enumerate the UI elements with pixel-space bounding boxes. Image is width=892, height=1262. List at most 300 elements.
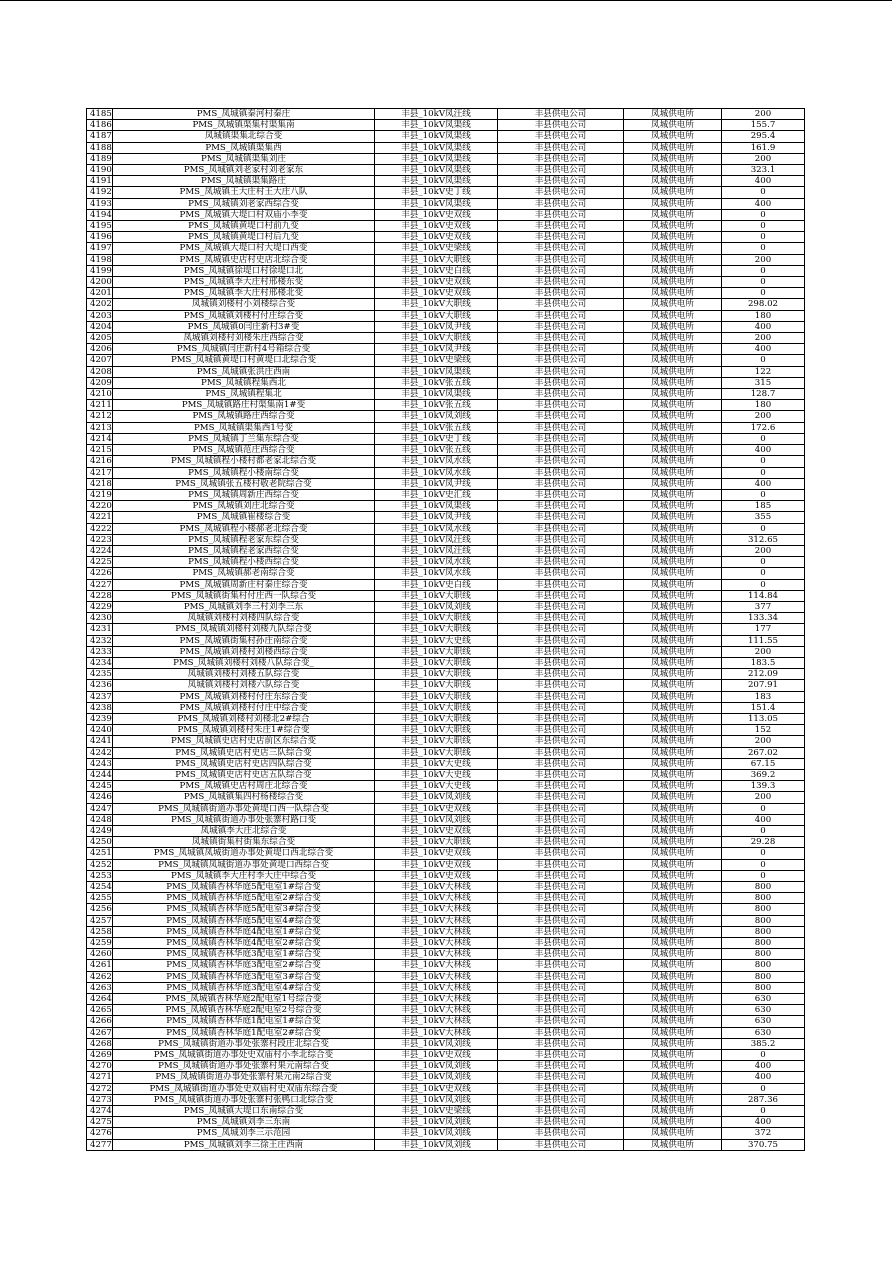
station-cell: 凤城供电所 bbox=[624, 1027, 722, 1038]
company-cell: 丰县供电公司 bbox=[498, 545, 624, 556]
row-id-cell: 4238 bbox=[87, 702, 113, 713]
transformer-name-cell: PMS_凤城镇刘李三东南 bbox=[113, 1117, 375, 1128]
company-cell: 丰县供电公司 bbox=[498, 792, 624, 803]
capacity-cell: 180 bbox=[722, 310, 805, 321]
station-cell: 凤城供电所 bbox=[624, 1106, 722, 1117]
station-cell: 凤城供电所 bbox=[624, 1094, 722, 1105]
capacity-cell: 0 bbox=[722, 209, 805, 220]
company-cell: 丰县供电公司 bbox=[498, 411, 624, 422]
table-row bbox=[87, 131, 805, 142]
row-id-cell: 4246 bbox=[87, 792, 113, 803]
transformer-name-cell: PMS_凤城镇杏林华庭3配电室1#综合变 bbox=[113, 949, 375, 960]
capacity-cell: 161.9 bbox=[722, 142, 805, 153]
feeder-line-cell: 丰县_10kV凤水线 bbox=[375, 523, 498, 534]
row-id-cell: 4275 bbox=[87, 1117, 113, 1128]
table-row bbox=[87, 445, 805, 456]
table-row bbox=[87, 1128, 805, 1139]
feeder-line-cell: 丰县_10kV史双线 bbox=[375, 826, 498, 837]
station-cell: 凤城供电所 bbox=[624, 109, 722, 120]
capacity-cell: 139.3 bbox=[722, 781, 805, 792]
table-row bbox=[87, 288, 805, 299]
row-id-cell: 4202 bbox=[87, 299, 113, 310]
table-row bbox=[87, 635, 805, 646]
station-cell: 凤城供电所 bbox=[624, 433, 722, 444]
station-cell: 凤城供电所 bbox=[624, 456, 722, 467]
transformer-name-cell: PMS_凤城镇程小楼村都老家北综合变 bbox=[113, 456, 375, 467]
table-row bbox=[87, 960, 805, 971]
table-row bbox=[87, 265, 805, 276]
company-cell: 丰县供电公司 bbox=[498, 882, 624, 893]
capacity-cell: 207.91 bbox=[722, 680, 805, 691]
station-cell: 凤城供电所 bbox=[624, 478, 722, 489]
row-id-cell: 4199 bbox=[87, 265, 113, 276]
station-cell: 凤城供电所 bbox=[624, 859, 722, 870]
feeder-line-cell: 丰县_10kV史双线 bbox=[375, 848, 498, 859]
row-id-cell: 4194 bbox=[87, 209, 113, 220]
company-cell: 丰县供电公司 bbox=[498, 400, 624, 411]
capacity-cell: 400 bbox=[722, 198, 805, 209]
row-id-cell: 4203 bbox=[87, 310, 113, 321]
transformer-name-cell: PMS_凤城镇黄堤口村前九变 bbox=[113, 221, 375, 232]
transformer-name-cell: PMS_凤城镇程老家东综合变 bbox=[113, 534, 375, 545]
transformer-name-cell: PMS_凤城镇张洪庄西南 bbox=[113, 366, 375, 377]
company-cell: 丰县供电公司 bbox=[498, 445, 624, 456]
row-id-cell: 4254 bbox=[87, 882, 113, 893]
table-row bbox=[87, 243, 805, 254]
transformer-name-cell: PMS_凤城镇杏林华庭2配电室2号综合变 bbox=[113, 1005, 375, 1016]
row-id-cell: 4269 bbox=[87, 1050, 113, 1061]
table-row bbox=[87, 153, 805, 164]
table-row bbox=[87, 848, 805, 859]
table-row bbox=[87, 433, 805, 444]
feeder-line-cell: 丰县_10kV大职线 bbox=[375, 837, 498, 848]
row-id-cell: 4220 bbox=[87, 501, 113, 512]
company-cell: 丰县供电公司 bbox=[498, 377, 624, 388]
row-id-cell: 4248 bbox=[87, 814, 113, 825]
feeder-line-cell: 丰县_10kV张五线 bbox=[375, 377, 498, 388]
capacity-cell: 0 bbox=[722, 557, 805, 568]
feeder-line-cell: 丰县_10kV史双线 bbox=[375, 288, 498, 299]
transformer-name-cell: PMS_凤城镇街道办事处张寨村路口变 bbox=[113, 814, 375, 825]
company-cell: 丰县供电公司 bbox=[498, 994, 624, 1005]
feeder-line-cell: 丰县_10kV大职线 bbox=[375, 691, 498, 702]
table-row bbox=[87, 120, 805, 131]
row-id-cell: 4258 bbox=[87, 926, 113, 937]
station-cell: 凤城供电所 bbox=[624, 277, 722, 288]
station-cell: 凤城供电所 bbox=[624, 893, 722, 904]
company-cell: 丰县供电公司 bbox=[498, 1027, 624, 1038]
row-id-cell: 4198 bbox=[87, 254, 113, 265]
station-cell: 凤城供电所 bbox=[624, 646, 722, 657]
table-row bbox=[87, 198, 805, 209]
capacity-cell: 400 bbox=[722, 321, 805, 332]
capacity-cell: 151.4 bbox=[722, 702, 805, 713]
row-id-cell: 4261 bbox=[87, 960, 113, 971]
capacity-cell: 67.15 bbox=[722, 758, 805, 769]
row-id-cell: 4255 bbox=[87, 893, 113, 904]
capacity-cell: 315 bbox=[722, 377, 805, 388]
table-row bbox=[87, 1106, 805, 1117]
row-id-cell: 4268 bbox=[87, 1038, 113, 1049]
feeder-line-cell: 丰县_10kV张五线 bbox=[375, 422, 498, 433]
capacity-cell: 0 bbox=[722, 187, 805, 198]
company-cell: 丰县供电公司 bbox=[498, 814, 624, 825]
table-row bbox=[87, 299, 805, 310]
feeder-line-cell: 丰县_10kV凤尹线 bbox=[375, 512, 498, 523]
table-row bbox=[87, 826, 805, 837]
station-cell: 凤城供电所 bbox=[624, 915, 722, 926]
station-cell: 凤城供电所 bbox=[624, 736, 722, 747]
table-row bbox=[87, 545, 805, 556]
company-cell: 丰县供电公司 bbox=[498, 747, 624, 758]
capacity-cell: 400 bbox=[722, 478, 805, 489]
row-id-cell: 4204 bbox=[87, 321, 113, 332]
station-cell: 凤城供电所 bbox=[624, 680, 722, 691]
feeder-line-cell: 丰县_10kV大林线 bbox=[375, 1027, 498, 1038]
transformer-name-cell: PMS_凤城镇渠集村渠集南 bbox=[113, 120, 375, 131]
station-cell: 凤城供电所 bbox=[624, 501, 722, 512]
capacity-cell: 0 bbox=[722, 568, 805, 579]
transformer-name-cell: PMS_凤城镇街集村孙庄南综合变 bbox=[113, 635, 375, 646]
station-cell: 凤城供电所 bbox=[624, 814, 722, 825]
table-row bbox=[87, 1005, 805, 1016]
table-row bbox=[87, 1083, 805, 1094]
row-id-cell: 4196 bbox=[87, 232, 113, 243]
feeder-line-cell: 丰县_10kV大职线 bbox=[375, 713, 498, 724]
table-row bbox=[87, 557, 805, 568]
transformer-name-cell: PMS_凤城镇杏林华庭1配电室1#综合变 bbox=[113, 1016, 375, 1027]
row-id-cell: 4245 bbox=[87, 781, 113, 792]
station-cell: 凤城供电所 bbox=[624, 153, 722, 164]
company-cell: 丰县供电公司 bbox=[498, 1005, 624, 1016]
station-cell: 凤城供电所 bbox=[624, 1117, 722, 1128]
company-cell: 丰县供电公司 bbox=[498, 131, 624, 142]
station-cell: 凤城供电所 bbox=[624, 321, 722, 332]
company-cell: 丰县供电公司 bbox=[498, 758, 624, 769]
capacity-cell: 111.55 bbox=[722, 635, 805, 646]
transformer-name-cell: PMS_凤城镇史店村史店北综合变 bbox=[113, 254, 375, 265]
company-cell: 丰县供电公司 bbox=[498, 826, 624, 837]
company-cell: 丰县供电公司 bbox=[498, 299, 624, 310]
station-cell: 凤城供电所 bbox=[624, 837, 722, 848]
transformer-name-cell: PMS_凤城镇刘楼村付庄中综合变 bbox=[113, 702, 375, 713]
company-cell: 丰县供电公司 bbox=[498, 277, 624, 288]
table-body bbox=[87, 109, 805, 1151]
transformer-name-cell: 凤城镇刘楼村刘楼六队综合变 bbox=[113, 680, 375, 691]
feeder-line-cell: 丰县_10kV史汇线 bbox=[375, 489, 498, 500]
feeder-line-cell: 丰县_10kV史双线 bbox=[375, 277, 498, 288]
transformer-name-cell: PMS_凤城镇大堤口村大堤口西变 bbox=[113, 243, 375, 254]
transformer-name-cell: PMS_凤城镇0闫庄新村3#变 bbox=[113, 321, 375, 332]
row-id-cell: 4270 bbox=[87, 1061, 113, 1072]
feeder-line-cell: 丰县_10kV凤尹线 bbox=[375, 344, 498, 355]
capacity-cell: 29.28 bbox=[722, 837, 805, 848]
capacity-cell: 0 bbox=[722, 489, 805, 500]
station-cell: 凤城供电所 bbox=[624, 131, 722, 142]
station-cell: 凤城供电所 bbox=[624, 1128, 722, 1139]
table-row bbox=[87, 187, 805, 198]
company-cell: 丰县供电公司 bbox=[498, 848, 624, 859]
station-cell: 凤城供电所 bbox=[624, 265, 722, 276]
company-cell: 丰县供电公司 bbox=[498, 893, 624, 904]
row-id-cell: 4207 bbox=[87, 355, 113, 366]
transformer-name-cell: PMS_凤城镇刘楼村付庄东综合变 bbox=[113, 691, 375, 702]
table-row bbox=[87, 478, 805, 489]
row-id-cell: 4188 bbox=[87, 142, 113, 153]
row-id-cell: 4195 bbox=[87, 221, 113, 232]
row-id-cell: 4236 bbox=[87, 680, 113, 691]
station-cell: 凤城供电所 bbox=[624, 960, 722, 971]
row-id-cell: 4221 bbox=[87, 512, 113, 523]
row-id-cell: 4205 bbox=[87, 333, 113, 344]
table-row bbox=[87, 646, 805, 657]
capacity-cell: 800 bbox=[722, 926, 805, 937]
table-row bbox=[87, 713, 805, 724]
company-cell: 丰县供电公司 bbox=[498, 1072, 624, 1083]
company-cell: 丰县供电公司 bbox=[498, 736, 624, 747]
transformer-name-cell: PMS_凤城镇刘楼村刘楼八队综合变_ bbox=[113, 657, 375, 668]
company-cell: 丰县供电公司 bbox=[498, 926, 624, 937]
feeder-line-cell: 丰县_10kV大职线 bbox=[375, 736, 498, 747]
table-row bbox=[87, 915, 805, 926]
station-cell: 凤城供电所 bbox=[624, 254, 722, 265]
company-cell: 丰县供电公司 bbox=[498, 1094, 624, 1105]
page-top-rule bbox=[0, 0, 892, 1]
feeder-line-cell: 丰县_10kV史白线 bbox=[375, 265, 498, 276]
capacity-cell: 0 bbox=[722, 859, 805, 870]
company-cell: 丰县供电公司 bbox=[498, 960, 624, 971]
row-id-cell: 4262 bbox=[87, 971, 113, 982]
feeder-line-cell: 丰县_10kV大林线 bbox=[375, 1005, 498, 1016]
station-cell: 凤城供电所 bbox=[624, 1050, 722, 1061]
company-cell: 丰县供电公司 bbox=[498, 1083, 624, 1094]
station-cell: 凤城供电所 bbox=[624, 691, 722, 702]
station-cell: 凤城供电所 bbox=[624, 669, 722, 680]
station-cell: 凤城供电所 bbox=[624, 344, 722, 355]
row-id-cell: 4230 bbox=[87, 613, 113, 624]
feeder-line-cell: 丰县_10kV凤汪线 bbox=[375, 109, 498, 120]
transformer-name-cell: PMS_凤城镇史店村史店五队综合变 bbox=[113, 769, 375, 780]
table-row bbox=[87, 411, 805, 422]
row-id-cell: 4266 bbox=[87, 1016, 113, 1027]
company-cell: 丰县供电公司 bbox=[498, 904, 624, 915]
transformer-name-cell: PMS_凤城镇史店村史店四队综合变 bbox=[113, 758, 375, 769]
table-row bbox=[87, 624, 805, 635]
row-id-cell: 4218 bbox=[87, 478, 113, 489]
station-cell: 凤城供电所 bbox=[624, 713, 722, 724]
feeder-line-cell: 丰县_10kV大职线 bbox=[375, 613, 498, 624]
station-cell: 凤城供电所 bbox=[624, 445, 722, 456]
feeder-line-cell: 丰县_10kV大林线 bbox=[375, 882, 498, 893]
capacity-cell: 0 bbox=[722, 1106, 805, 1117]
company-cell: 丰县供电公司 bbox=[498, 870, 624, 881]
station-cell: 凤城供电所 bbox=[624, 624, 722, 635]
capacity-cell: 800 bbox=[722, 882, 805, 893]
company-cell: 丰县供电公司 bbox=[498, 288, 624, 299]
row-id-cell: 4191 bbox=[87, 176, 113, 187]
row-id-cell: 4242 bbox=[87, 747, 113, 758]
transformer-name-cell: PMS_凤城镇集四村杨楼综合变 bbox=[113, 792, 375, 803]
table-row bbox=[87, 982, 805, 993]
company-cell: 丰县供电公司 bbox=[498, 680, 624, 691]
capacity-cell: 0 bbox=[722, 265, 805, 276]
station-cell: 凤城供电所 bbox=[624, 590, 722, 601]
transformer-name-cell: PMS_凤城镇渠集西 bbox=[113, 142, 375, 153]
company-cell: 丰县供电公司 bbox=[498, 355, 624, 366]
company-cell: 丰县供电公司 bbox=[498, 624, 624, 635]
feeder-line-cell: 丰县_10kV大林线 bbox=[375, 971, 498, 982]
station-cell: 凤城供电所 bbox=[624, 299, 722, 310]
capacity-cell: 0 bbox=[722, 826, 805, 837]
transformer-name-cell: PMS_凤城镇闫庄新村4号箱综合变 bbox=[113, 344, 375, 355]
capacity-cell: 400 bbox=[722, 445, 805, 456]
transformer-name-cell: PMS_凤城镇王大庄村王大庄八队 bbox=[113, 187, 375, 198]
feeder-line-cell: 丰县_10kV大职线 bbox=[375, 657, 498, 668]
capacity-cell: 133.34 bbox=[722, 613, 805, 624]
capacity-cell: 267.02 bbox=[722, 747, 805, 758]
feeder-line-cell: 丰县_10kV大林线 bbox=[375, 949, 498, 960]
capacity-cell: 0 bbox=[722, 277, 805, 288]
station-cell: 凤城供电所 bbox=[624, 534, 722, 545]
row-id-cell: 4206 bbox=[87, 344, 113, 355]
feeder-line-cell: 丰县_10kV大史线 bbox=[375, 769, 498, 780]
transformer-name-cell: PMS_凤城镇史店村史店前区东综合变 bbox=[113, 736, 375, 747]
transformer-name-cell: PMS_凤城镇杏林华庭3配电室4#综合变 bbox=[113, 982, 375, 993]
transformer-name-cell: PMS_凤城镇大堤口村双庙小李变 bbox=[113, 209, 375, 220]
feeder-line-cell: 丰县_10kV史双线 bbox=[375, 859, 498, 870]
capacity-cell: 298.02 bbox=[722, 299, 805, 310]
feeder-line-cell: 丰县_10kV史双线 bbox=[375, 1050, 498, 1061]
capacity-cell: 800 bbox=[722, 949, 805, 960]
feeder-line-cell: 丰县_10kV大职线 bbox=[375, 747, 498, 758]
station-cell: 凤城供电所 bbox=[624, 557, 722, 568]
station-cell: 凤城供电所 bbox=[624, 601, 722, 612]
transformer-name-cell: PMS_凤城镇史店村史店三队综合变 bbox=[113, 747, 375, 758]
row-id-cell: 4213 bbox=[87, 422, 113, 433]
feeder-line-cell: 丰县_10kV大史线 bbox=[375, 758, 498, 769]
transformer-name-cell: PMS_凤城镇路庄村渠集南1#变 bbox=[113, 400, 375, 411]
table-row bbox=[87, 534, 805, 545]
transformer-name-cell: PMS_凤城镇刘楼村朱庄1#综合变 bbox=[113, 725, 375, 736]
feeder-line-cell: 丰县_10kV凤渠线 bbox=[375, 142, 498, 153]
feeder-line-cell: 丰县_10kV凤刘线 bbox=[375, 411, 498, 422]
capacity-cell: 212.09 bbox=[722, 669, 805, 680]
feeder-line-cell: 丰县_10kV凤水线 bbox=[375, 557, 498, 568]
row-id-cell: 4216 bbox=[87, 456, 113, 467]
company-cell: 丰县供电公司 bbox=[498, 209, 624, 220]
feeder-line-cell: 丰县_10kV大职线 bbox=[375, 299, 498, 310]
capacity-cell: 200 bbox=[722, 792, 805, 803]
capacity-cell: 0 bbox=[722, 456, 805, 467]
feeder-line-cell: 丰县_10kV大职线 bbox=[375, 680, 498, 691]
table-row bbox=[87, 501, 805, 512]
capacity-cell: 400 bbox=[722, 1072, 805, 1083]
capacity-cell: 377 bbox=[722, 601, 805, 612]
company-cell: 丰县供电公司 bbox=[498, 646, 624, 657]
row-id-cell: 4253 bbox=[87, 870, 113, 881]
company-cell: 丰县供电公司 bbox=[498, 265, 624, 276]
table-row bbox=[87, 310, 805, 321]
table-row bbox=[87, 277, 805, 288]
feeder-line-cell: 丰县_10kV史双线 bbox=[375, 209, 498, 220]
transformer-name-cell: PMS_凤城镇渠集路庄 bbox=[113, 176, 375, 187]
transformer-name-cell: 凤城镇李大庄北综合变 bbox=[113, 826, 375, 837]
transformer-name-cell: PMS_凤城镇路庄西综合变 bbox=[113, 411, 375, 422]
row-id-cell: 4277 bbox=[87, 1139, 113, 1150]
company-cell: 丰县供电公司 bbox=[498, 1016, 624, 1027]
capacity-cell: 122 bbox=[722, 366, 805, 377]
capacity-cell: 400 bbox=[722, 344, 805, 355]
station-cell: 凤城供电所 bbox=[624, 1139, 722, 1150]
company-cell: 丰县供电公司 bbox=[498, 657, 624, 668]
feeder-line-cell: 丰县_10kV大职线 bbox=[375, 310, 498, 321]
transformer-name-cell: PMS_凤城镇街道办事处史双庙村史双庙东综合变 bbox=[113, 1083, 375, 1094]
company-cell: 丰县供电公司 bbox=[498, 938, 624, 949]
table-row bbox=[87, 1027, 805, 1038]
company-cell: 丰县供电公司 bbox=[498, 344, 624, 355]
capacity-cell: 800 bbox=[722, 893, 805, 904]
capacity-cell: 200 bbox=[722, 333, 805, 344]
company-cell: 丰县供电公司 bbox=[498, 725, 624, 736]
transformer-name-cell: PMS_凤城镇张五楼村敬老院综合变 bbox=[113, 478, 375, 489]
transformer-name-cell: 凤城镇刘楼村刘楼四队综合变 bbox=[113, 613, 375, 624]
feeder-line-cell: 丰县_10kV凤水线 bbox=[375, 456, 498, 467]
feeder-line-cell: 丰县_10kV史双线 bbox=[375, 232, 498, 243]
company-cell: 丰县供电公司 bbox=[498, 478, 624, 489]
table-row bbox=[87, 1117, 805, 1128]
company-cell: 丰县供电公司 bbox=[498, 165, 624, 176]
row-id-cell: 4260 bbox=[87, 949, 113, 960]
company-cell: 丰县供电公司 bbox=[498, 803, 624, 814]
row-id-cell: 4235 bbox=[87, 669, 113, 680]
station-cell: 凤城供电所 bbox=[624, 333, 722, 344]
station-cell: 凤城供电所 bbox=[624, 1005, 722, 1016]
row-id-cell: 4225 bbox=[87, 557, 113, 568]
station-cell: 凤城供电所 bbox=[624, 288, 722, 299]
transformer-name-cell: PMS_凤城镇程集西北 bbox=[113, 377, 375, 388]
feeder-line-cell: 丰县_10kV凤尹线 bbox=[375, 478, 498, 489]
row-id-cell: 4247 bbox=[87, 803, 113, 814]
row-id-cell: 4239 bbox=[87, 713, 113, 724]
company-cell: 丰县供电公司 bbox=[498, 769, 624, 780]
company-cell: 丰县供电公司 bbox=[498, 1139, 624, 1150]
table-row bbox=[87, 109, 805, 120]
capacity-cell: 152 bbox=[722, 725, 805, 736]
station-cell: 凤城供电所 bbox=[624, 926, 722, 937]
transformer-name-cell: PMS_凤城镇街道办事处张寨村张鸭口北综合变 bbox=[113, 1094, 375, 1105]
feeder-line-cell: 丰县_10kV大职线 bbox=[375, 254, 498, 265]
feeder-line-cell: 丰县_10kV张五线 bbox=[375, 445, 498, 456]
transformer-name-cell: PMS_凤城镇程老家西综合变 bbox=[113, 545, 375, 556]
capacity-cell: 200 bbox=[722, 545, 805, 556]
company-cell: 丰县供电公司 bbox=[498, 198, 624, 209]
table-row bbox=[87, 725, 805, 736]
row-id-cell: 4274 bbox=[87, 1106, 113, 1117]
station-cell: 凤城供电所 bbox=[624, 971, 722, 982]
capacity-cell: 183.5 bbox=[722, 657, 805, 668]
feeder-line-cell: 丰县_10kV凤渠线 bbox=[375, 120, 498, 131]
transformer-table bbox=[86, 108, 805, 1151]
row-id-cell: 4211 bbox=[87, 400, 113, 411]
transformer-name-cell: PMS_凤城镇程集北 bbox=[113, 389, 375, 400]
transformer-name-cell: PMS_凤城镇刘楼村付庄综合变 bbox=[113, 310, 375, 321]
capacity-cell: 630 bbox=[722, 1016, 805, 1027]
feeder-line-cell: 丰县_10kV凤刘线 bbox=[375, 601, 498, 612]
company-cell: 丰县供电公司 bbox=[498, 456, 624, 467]
feeder-line-cell: 丰县_10kV凤渠线 bbox=[375, 131, 498, 142]
row-id-cell: 4257 bbox=[87, 915, 113, 926]
row-id-cell: 4256 bbox=[87, 904, 113, 915]
